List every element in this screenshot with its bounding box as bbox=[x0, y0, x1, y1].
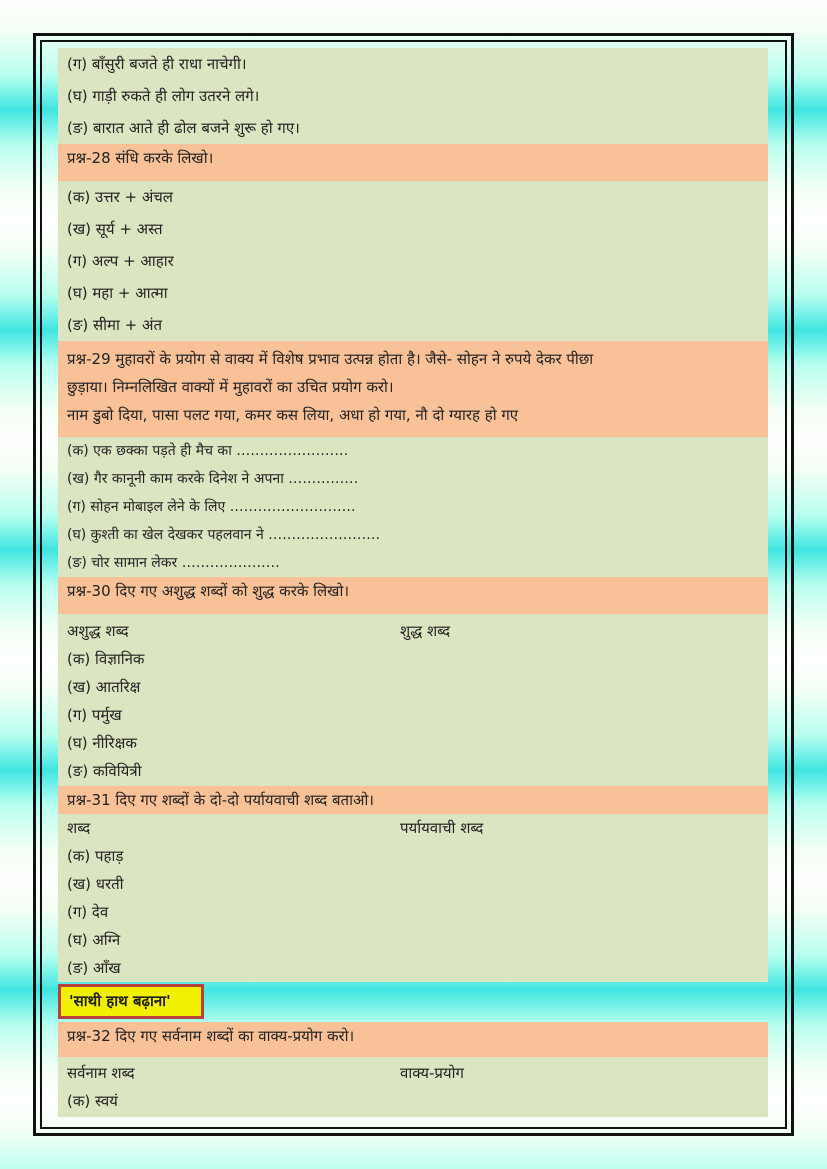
list-item: (ङ) सीमा + अंत bbox=[67, 316, 163, 334]
list-item: (ङ) कवियित्री bbox=[67, 762, 142, 780]
question-29-line-2: छुड़ाया। निम्नलिखित वाक्यों में मुहावरों का उचित प्रयोग करो। bbox=[67, 378, 394, 396]
list-item: (ख) सूर्य + अस्त bbox=[67, 220, 163, 238]
question-30-heading: प्रश्न-30 दिए गए अशुद्ध शब्दों को शुद्ध करके लिखो। bbox=[58, 577, 768, 614]
list-item: (ख) धरती bbox=[67, 875, 124, 893]
section-badge-row bbox=[58, 982, 768, 1022]
list-item: (ख) गैर कानूनी काम करके दिनेश ने अपना …………… bbox=[67, 471, 359, 487]
list-item: (क) पहाड़ bbox=[67, 847, 124, 865]
list-item: (ग) सोहन मोबाइल लेने के लिए ……………………… bbox=[67, 499, 356, 515]
list-item: (घ) महा + आत्मा bbox=[67, 284, 168, 302]
column-header-synonyms: पर्यायवाची शब्द bbox=[400, 819, 484, 837]
list-item: (ङ) बारात आते ही ढोल बजने शुरू हो गए। bbox=[67, 119, 300, 137]
question-28-heading: प्रश्न-28 संधि करके लिखो। bbox=[58, 144, 768, 181]
list-item: (घ) कुश्ती का खेल देखकर पहलवान ने …………………… bbox=[67, 527, 381, 543]
column-headers bbox=[67, 617, 759, 645]
column-headers bbox=[67, 1059, 759, 1087]
q32-items-block bbox=[58, 1057, 768, 1117]
question-29-line-1: प्रश्न-29 मुहावरों के प्रयोग से वाक्य में विशेष प्रभाव उत्पन्न होता है। जैसे- सोहन ने रुपये देकर पीछा bbox=[67, 350, 594, 368]
question-31-heading: प्रश्न-31 दिए गए शब्दों के दो-दो पर्यायवाची शब्द बताओ। bbox=[58, 786, 768, 814]
list-item: (ग) देव bbox=[67, 903, 109, 921]
list-item: (क) स्वयं bbox=[67, 1092, 118, 1110]
question-29-heading bbox=[58, 341, 768, 437]
worksheet-content bbox=[58, 48, 768, 1117]
list-item: (घ) अग्नि bbox=[67, 931, 121, 949]
list-item: (क) उत्तर + अंचल bbox=[67, 188, 173, 206]
list-item: (ग) पर्मुख bbox=[67, 706, 122, 724]
list-item: (घ) गाड़ी रुकते ही लोग उतरने लगे। bbox=[67, 87, 260, 105]
q27-answer-block bbox=[58, 48, 768, 144]
column-headers bbox=[67, 814, 759, 842]
column-header-word: शब्द bbox=[67, 819, 91, 837]
list-item: (क) विज्ञानिक bbox=[67, 650, 145, 668]
idiom-options: नाम डुबो दिया, पासा पलट गया, कमर कस लिया, अधा हो गया, नौ दो ग्यारह हो गए bbox=[67, 406, 519, 424]
column-header-usage: वाक्य-प्रयोग bbox=[400, 1064, 464, 1082]
q29-items-block bbox=[58, 437, 768, 577]
q31-items-block bbox=[58, 814, 768, 982]
list-item: (ग) अल्प + आहार bbox=[67, 252, 174, 270]
column-header-incorrect: अशुद्ध शब्द bbox=[67, 622, 129, 640]
list-item: (ङ) चोर सामान लेकर ………………… bbox=[67, 555, 280, 571]
q28-items-block bbox=[58, 181, 768, 341]
list-item: (ङ) आँख bbox=[67, 959, 121, 977]
question-32-heading: प्रश्न-32 दिए गए सर्वनाम शब्दों का वाक्य-प्रयोग करो। bbox=[58, 1022, 768, 1057]
list-item: (ख) आतरिक्ष bbox=[67, 678, 141, 696]
column-header-pronoun: सर्वनाम शब्द bbox=[67, 1064, 135, 1082]
list-item: (घ) नीरिक्षक bbox=[67, 734, 137, 752]
column-header-correct: शुद्ध शब्द bbox=[400, 622, 451, 640]
list-item: (क) एक छक्का पड़ते ही मैच का …………………… bbox=[67, 443, 349, 459]
q30-items-block bbox=[58, 614, 768, 786]
list-item: (ग) बाँसुरी बजते ही राधा नाचेगी। bbox=[67, 55, 247, 73]
section-badge: 'साथी हाथ बढ़ाना' bbox=[58, 984, 204, 1019]
